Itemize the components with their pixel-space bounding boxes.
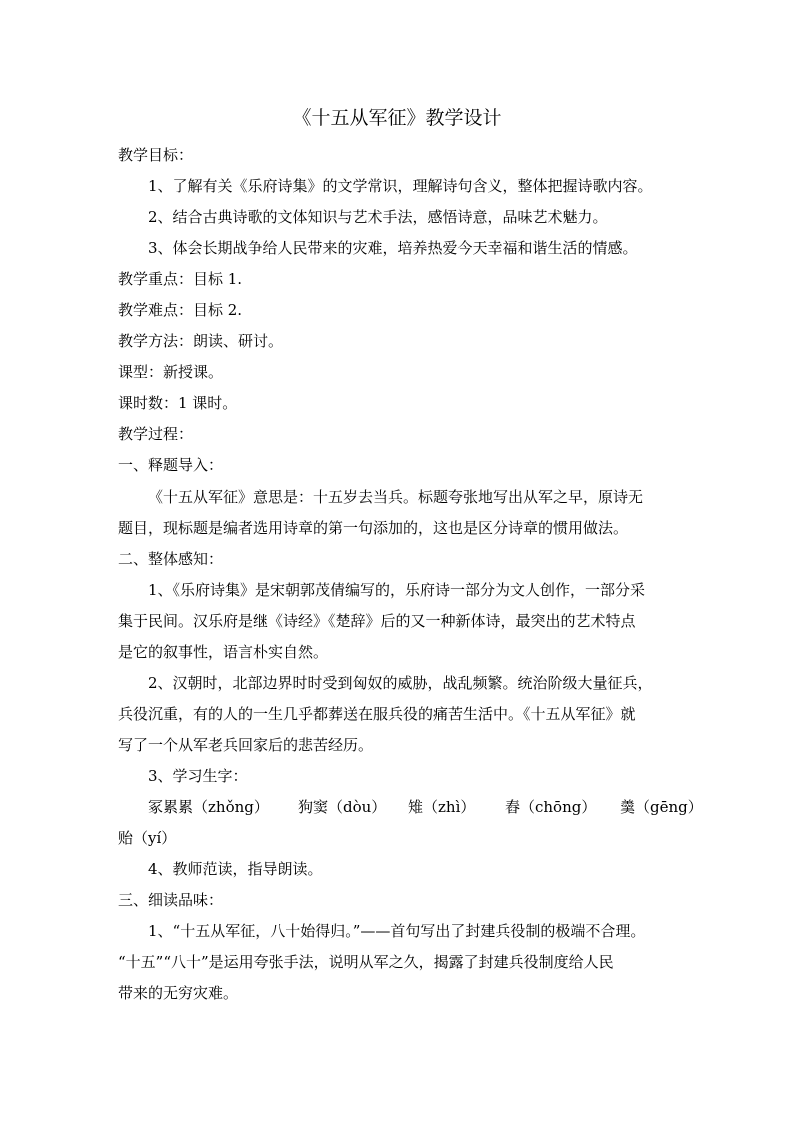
document-title: 《十五从军征》教学设计 <box>292 107 502 129</box>
paragraph-line: 带来的无穷灾难。 <box>118 984 239 1002</box>
paragraph-line: 1、“十五从军征，八十始得归。”——首句写出了封建兵役制的极端不合理。 <box>148 922 646 940</box>
teaching-method: 教学方法：朗读、研讨。 <box>118 332 284 350</box>
char-item: 狗窦（dòu） <box>298 798 387 816</box>
section-heading-intro: 一、释题导入： <box>118 456 224 474</box>
paragraph-line: 题目，现标题是编者选用诗章的第一句添加的，这也是区分诗章的惯用做法。 <box>118 519 629 537</box>
paragraph-line: 是它的叙事性，语言朴实自然。 <box>118 643 329 661</box>
new-characters-row <box>148 795 703 819</box>
objective-2: 2、结合古典诗歌的文体知识与艺术手法，感悟诗意，品味艺术魅力。 <box>148 208 608 226</box>
char-item: 羹（gēng） <box>620 798 703 816</box>
section-heading-objectives: 教学目标： <box>118 146 194 164</box>
objective-1: 1、了解有关《乐府诗集》的文学常识，理解诗句含义，整体把握诗歌内容。 <box>148 177 653 195</box>
section-heading-process: 教学过程： <box>118 425 194 443</box>
key-point: 教学重点：目标 1. <box>118 270 243 288</box>
char-item: 冢累累（zhǒng） <box>148 798 269 816</box>
lesson-type: 课型：新授课。 <box>118 363 224 381</box>
subheading-new-characters: 3、学习生字： <box>148 767 248 785</box>
paragraph-line: 兵役沉重，有的人的一生几乎都葬送在服兵役的痛苦生活中。《十五从军征》就 <box>118 705 636 723</box>
paragraph-line: 《十五从军征》意思是：十五岁去当兵。标题夸张地写出从军之早，原诗无 <box>148 488 644 506</box>
section-heading-close-reading: 三、细读品味： <box>118 891 224 909</box>
lesson-hours: 课时数：1 课时。 <box>118 394 238 412</box>
paragraph-line: 集于民间。汉乐府是继《诗经》《楚辞》后的又一种新体诗，最突出的艺术特点 <box>118 612 636 630</box>
paragraph-line: 写了一个从军老兵回家后的悲苦经历。 <box>118 736 374 754</box>
objective-3: 3、体会长期战争给人民带来的灾难，培养热爱今天幸福和谐生活的情感。 <box>148 239 638 257</box>
char-item: 舂（chōng） <box>505 798 597 816</box>
paragraph-line: 2、汉朝时，北部边界时时受到匈奴的威胁，战乱频繁。统治阶级大量征兵， <box>148 674 653 692</box>
paragraph-line: 1、《乐府诗集》是宋朝郭茂倩编写的，乐府诗一部分为文人创作，一部分采 <box>148 581 646 599</box>
paragraph-line: “十五”“八十”是运用夸张手法，说明从军之久，揭露了封建兵役制度给人民 <box>118 953 614 971</box>
char-item: 雉（zhì） <box>408 798 476 816</box>
difficult-point: 教学难点：目标 2. <box>118 301 243 319</box>
paragraph-line: 4、教师范读，指导朗读。 <box>148 860 323 878</box>
char-item: 贻（yí） <box>118 829 177 847</box>
section-heading-overview: 二、整体感知： <box>118 550 224 568</box>
